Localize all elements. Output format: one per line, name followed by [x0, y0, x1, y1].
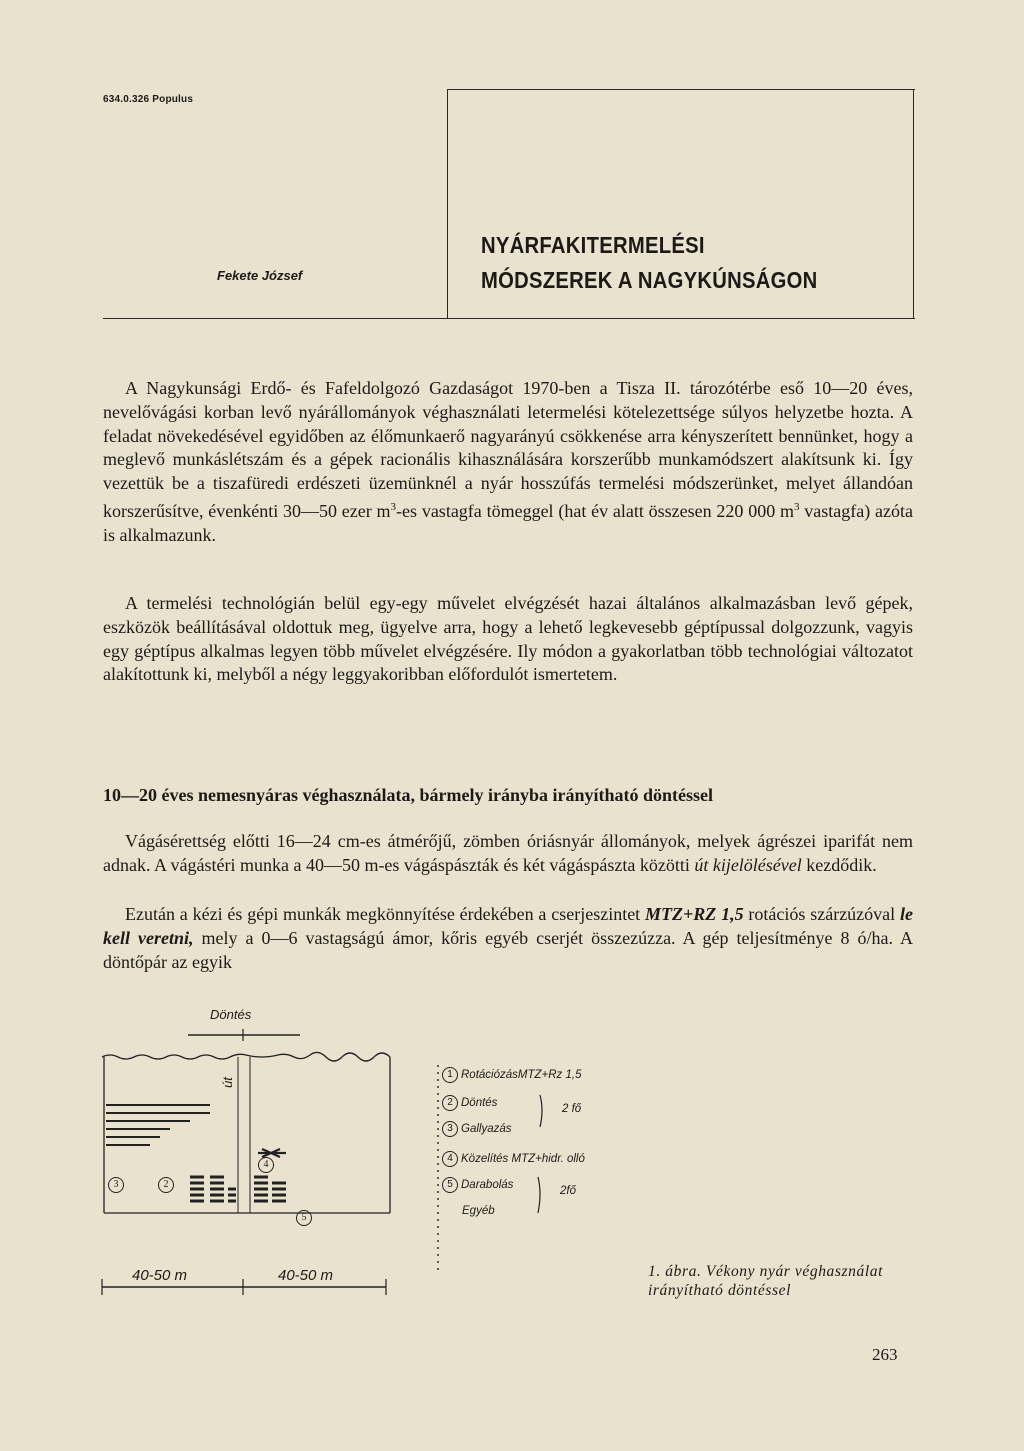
title-line-2: MÓDSZEREK A NAGYKÚNSÁGON [481, 267, 818, 293]
intro-p1-text: A Nagykunsági Erdő- és Fafeldolgozó Gazdaságot 1970-ben a Tisza II. tározótérbe eső 10—20 éves, nevelővágási korban levő nyárállományok véghasználati letermelési kötelezettsége súlyos helyzetbe hozta. A feladat növekedésével egyidőben az élőmunkaerő nagyarányú csökkenése arra kényszerített bennünket, hogy a meglevő munkáslétszám és a gépek racionális kihasználására korszerűbb munkamódszert alakítsunk ki. Így vezettük be a tiszafüredi erdészeti üzemünknél a nyár hosszúfás termelési módszerünket, melyet állandóan korszerűsítve, évenkénti 30—50 ezer m [103, 378, 913, 521]
figure-diagram [100, 1005, 630, 1305]
page-number: 263 [872, 1345, 898, 1364]
legend-item-5 [442, 1177, 513, 1193]
legend-num: 4 [442, 1151, 458, 1167]
road-label: út [219, 1077, 235, 1088]
machine-name: MTZ+RZ 1,5 [645, 904, 744, 924]
section-p1-emphasis: út kijelölésével [694, 854, 802, 875]
tractor-symbol [258, 1149, 286, 1157]
marker-2: 2 [158, 1177, 174, 1193]
title-line-1: NYÁRFAKITERMELÉSI [481, 232, 705, 258]
header-top-rule [448, 89, 915, 90]
section-p2-emphasis: le kell veretni, [103, 904, 913, 948]
width-label-right: 40-50 m [278, 1267, 334, 1284]
legend-text: RotációzásMTZ+Rz 1,5 [461, 1069, 582, 1082]
stand-edge-top [102, 1052, 390, 1061]
legend-num: 5 [442, 1177, 458, 1193]
header-left-rule [447, 89, 448, 319]
section-p2-mid: rotációs szárzúzóval [743, 904, 900, 924]
intro-p1-end: vastagfa) azóta is alkalmazunk. [103, 500, 913, 545]
classification-code: 634.0.326 Populus [103, 94, 194, 105]
superscript: 3 [793, 500, 800, 513]
figure-caption: 1. ábra. Vékony nyár véghasználat irányítható döntéssel [648, 1263, 884, 1299]
marker-4: 4 [258, 1157, 274, 1173]
legend-text: Gallyazás [461, 1123, 512, 1136]
legend-item-1 [442, 1067, 581, 1083]
intro-paragraph-1 [103, 377, 913, 548]
section-p2-end: mely a 0—6 vastagságú ámor, kőris egyéb cserjét összezúzza. A gép teljesítménye 8 ó/ha. A döntőpár az egyik [103, 927, 913, 972]
article-title [481, 228, 818, 298]
section-paragraph-2 [103, 903, 913, 974]
legend-item-2 [442, 1095, 497, 1111]
intro-paragraph-2: A termelési technológián belül egy-egy művelet elvégzését hazai általános alkalmazásban levő gépek, eszközök beállításával oldottuk meg, ügyelve arra, hogy a lehető legkevesebb géptípussal dolgozzunk, vagyis egy géptípus alkalmas legyen több művelet elvégzésére. Ily módon a gyakorlatban több technológiai változatot alakítottunk ki, melyből a négy leggyakoribban előfordulót ismertetem. [103, 593, 913, 685]
group-1-headcount: 2 fő [562, 1103, 582, 1115]
legend-num: 2 [442, 1095, 458, 1111]
header-bottom-rule [103, 318, 915, 319]
legend-item-other [462, 1205, 495, 1217]
section-p1-text: Vágásérettség előtti 16—24 cm-es átmérőjű, zömben óriásnyár állományok, melyek ágrészei iparifát nem adnak. A vágástéri munka a 40—50 m-es vágáspászták és két vágáspászta közötti [103, 831, 913, 875]
legend-num: 3 [442, 1121, 458, 1137]
header-right-rule [913, 89, 914, 319]
legend-text: Közelítés MTZ+hidr. olló [461, 1153, 585, 1166]
legend-item-3 [442, 1121, 512, 1137]
legend-text: Egyéb [462, 1205, 495, 1217]
group-bracket-2 [538, 1177, 540, 1213]
legend-text: Darabolás [461, 1179, 514, 1192]
intro-p1-mid: -es vastagfa tömeggel (hat év alatt összesen 220 000 m [396, 500, 794, 521]
section-paragraph-1 [103, 830, 913, 878]
section-p2-text: Ezután a kézi és gépi munkák megkönnyítése érdekében a cserjeszintet [125, 904, 646, 924]
superscript: 3 [390, 500, 397, 513]
group-bracket-1 [540, 1095, 542, 1127]
felled-rows-left [106, 1105, 210, 1145]
felling-label: Döntés [210, 1007, 252, 1022]
section-p1-end: kezdődik. [801, 854, 877, 875]
marker-3: 3 [108, 1177, 124, 1193]
width-label-left: 40-50 m [132, 1267, 188, 1284]
legend-text: Döntés [461, 1097, 498, 1110]
marker-5: 5 [296, 1210, 312, 1226]
group-2-headcount: 2fő [560, 1185, 576, 1197]
legend-num: 1 [442, 1067, 458, 1083]
legend-item-4 [442, 1151, 585, 1167]
author-name: Fekete József [217, 268, 303, 283]
section-heading: 10—20 éves nemesnyáras véghasználata, bármely irányba irányítható döntéssel [103, 785, 713, 805]
